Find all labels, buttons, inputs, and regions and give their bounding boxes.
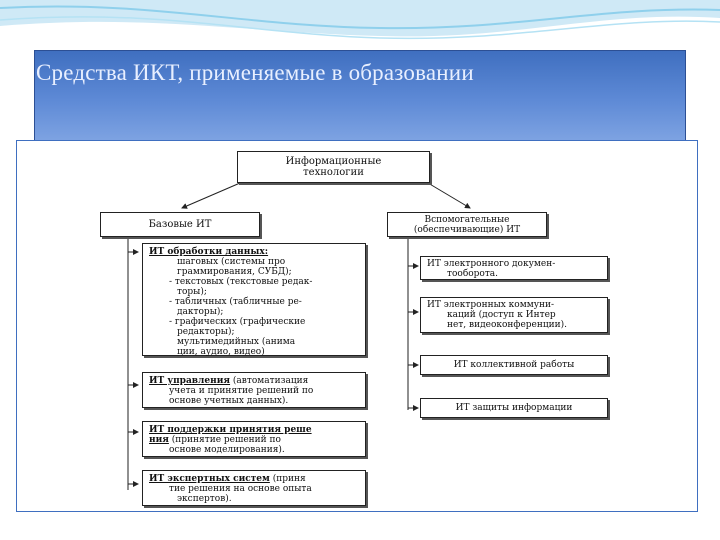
node-expert-line: тие решения на основе опыта (169, 484, 312, 494)
node-processing-line: ции, аудио, видео) (177, 347, 265, 357)
node-e-communications-it (420, 297, 608, 333)
node-processing-line: дакторы); (177, 307, 224, 317)
node-aux-it-line1: Вспомогательные (424, 214, 510, 225)
node-expert-systems-it (142, 470, 366, 506)
node-aux-it-line2: (обеспечивающие) ИТ (413, 224, 521, 235)
node-decision-line: основе моделирования). (169, 445, 285, 455)
node-edoc-line2: тооборота. (447, 269, 499, 279)
slide-title: Средства ИКТ, применяемые в образовании (36, 60, 474, 85)
node-processing-line: - текстовых (текстовые редак- (169, 277, 313, 287)
node-management-it (142, 372, 366, 408)
node-processing-line: граммирования, СУБД); (177, 267, 292, 277)
node-collaboration-it (420, 355, 608, 375)
node-decision-rest: (принятие решений по (168, 435, 281, 445)
node-information-security-it (420, 398, 608, 418)
node-root-line1: Информационные (285, 156, 382, 167)
node-ecomm-line2: каций (доступ к Интер (447, 310, 556, 320)
node-decision-heading: ИТ поддержки принятия реше (149, 425, 312, 435)
node-security-label: ИТ защиты информации (455, 403, 573, 413)
node-expert-line: экспертов). (177, 494, 232, 504)
node-management-line: учета и принятие решений по (169, 386, 314, 396)
node-base-it-label: Базовые ИТ (148, 218, 212, 230)
node-ecomm-line3: нет, видеоконференции). (447, 320, 568, 330)
node-ecomm-line1: ИТ электронных коммуни- (427, 300, 555, 310)
node-management-heading: ИТ управления (149, 376, 231, 386)
node-processing-line: мультимедийных (анима (177, 337, 296, 347)
node-expert-heading: ИТ экспертных систем (149, 474, 270, 484)
node-edoc-line1: ИТ электронного докумен- (427, 259, 556, 269)
node-processing-line: шаговых (системы про (177, 257, 286, 267)
node-processing-line: торы); (177, 287, 207, 297)
node-decision-support-it (142, 421, 366, 457)
node-root-line2: технологии (303, 167, 364, 178)
node-e-document-flow-it (420, 256, 608, 280)
node-base-it (100, 212, 260, 237)
node-information-technologies (237, 151, 430, 183)
node-data-processing-it (142, 243, 366, 356)
node-collab-label: ИТ коллективной работы (453, 360, 575, 370)
node-expert-rest: (приня (269, 474, 306, 484)
node-auxiliary-it (387, 212, 547, 237)
node-management-line: основе учетных данных). (169, 396, 289, 406)
node-processing-heading: ИТ обработки данных: (149, 247, 269, 257)
node-processing-line: - табличных (табличные ре- (169, 297, 302, 307)
node-processing-line: редакторы); (177, 327, 235, 337)
node-processing-line: - графических (графические (169, 317, 306, 327)
node-decision-heading2: ния (149, 435, 169, 445)
node-management-rest: (автоматизация (230, 376, 309, 386)
